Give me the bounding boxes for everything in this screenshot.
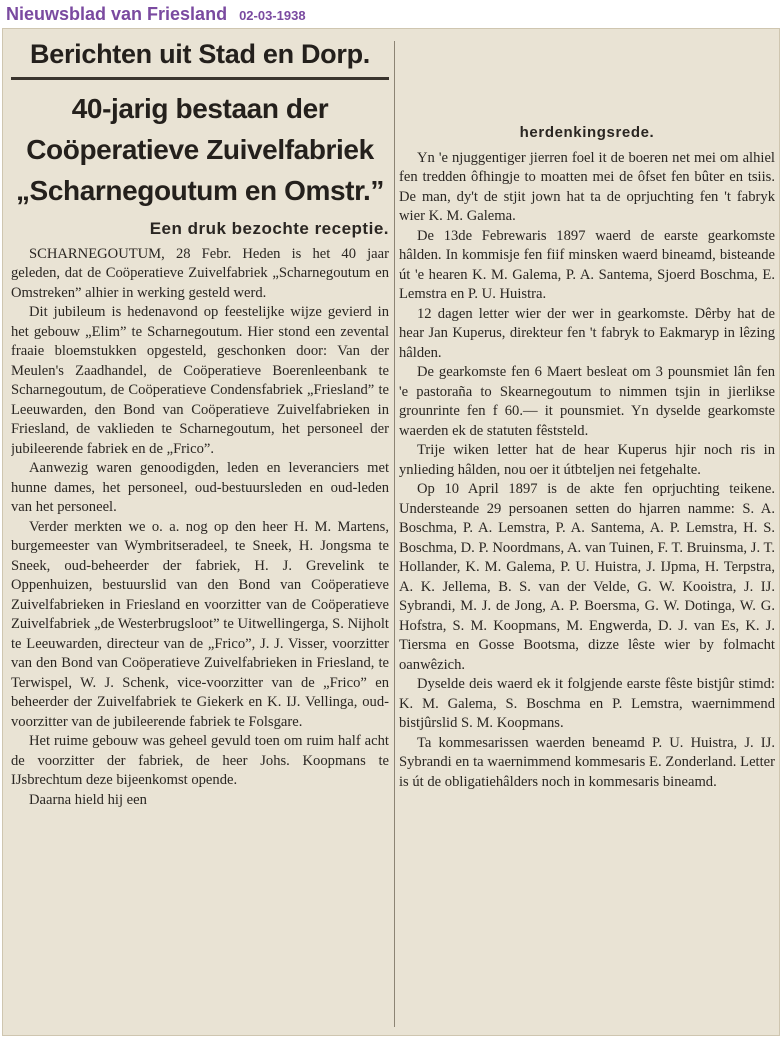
article-paragraph: Aanwezig waren genoodigden, leden en leveranciers met hunne dames, het personeel, oud-bestuursleden en oud-leden van het personeel. (11, 460, 389, 515)
article-right-column (399, 119, 775, 1029)
headline-line: „Scharnegoutum en Omstr.” (15, 175, 385, 206)
article-subheading: Een druk bezochte receptie. (149, 219, 389, 238)
newspaper-name: Nieuwsblad van Friesland (6, 4, 228, 24)
article-paragraph: Yn 'e njuggentiger jierren foel it de boeren net mei om alhiel fen tredden ôfhingje to moatten mei de ôfset fen bûter en tsiis. De man, dy't de stjit jown hat ta de oprjuchting fen 't fabryk wier K. M. Galema. (399, 149, 775, 224)
publication-date: 02-03-1938 (239, 8, 306, 23)
article-paragraph: De gearkomste fen 6 Maert besleat om 3 pounsmiet lân fen 'e pastoraña to Skearnegoutum to nimmen tsjin in jierlikse grounrinte fen f 60.— it pounsmiet. Yn dyselde gearkomste waerden ek de statuten fêststeld. (399, 364, 775, 439)
newspaper-clipping (2, 28, 780, 1036)
headline-line: 40-jarig bestaan der (71, 93, 329, 124)
speech-subtitle: herdenkingsrede. (519, 124, 655, 141)
article-paragraph: SCHARNEGOUTUM, 28 Febr. Heden is het 40 jaar geleden, dat de Coöperatieve Zuivelfabriek „Scharnegoutum en Omstreken” alhier in werking gesteld werd. (11, 245, 389, 301)
article-headline (11, 88, 389, 211)
article-paragraph: De 13de Febrewaris 1897 waerd de earste gearkomste hâlden. In kommisje fen fiif minsken waerd bineamd, bisteande út 'e hearen K. M. Galema, P. A. Santema, Sjoerd Boschma, E. Lemstra en P. U. Huistra. (399, 227, 775, 302)
article-paragraph: Op 10 April 1897 is de akte fen oprjuchting teikene. Understeande 29 persoanen setten do hjarren namme: S. A. Boschma, P. A. Lemstra, P. A. Santema, A. P. Lemstra, H. S. Boschma, D. P. Noordmans, A. van Tuinen, F. T. Bruinsma, J. T. Hollander, K. M. Galema, P. U. Huistra, J. IJpma, H. Terpstra, A. K. Jellema, B. S. van der Velde, G. W. Kooistra, J. IJ. Sybrandi, M. J. de Jong, A. P. Boersma, G. W. Dotinga, W. G. Hofstra, S. M. Koopmans, M. Engwerda, D. J. van Es, K. J. Tiersma en Gosse Bootsma, dizze lêste wier by folmacht oanwêzich. (399, 481, 775, 673)
article-paragraph: Verder merkten we o. a. nog op den heer H. M. Martens, burgemeester van Wymbritseradeel, te Sneek, H. Jongsma te Sneek, oud-beheerder der fabriek, H. J. Grevelink te Oppenhuizen, bestuurslid van den Bond van Coöperatieve Zuivelfabrieken in Friesland en voorzitter van de Coöperatieve Zuivelfabriek „de Westerbrugsloot” te Uitwellingerga, S. Nijholt te Leeuwarden, directeur van de „Frico”, J. J. Visser, voorzitter van den Bond van Coöperatieve Zuivelfabrieken in Friesland, te Terwispel, W. J. Schenk, vice-voorzitter van de „Frico” en beheerder der Zuivelfabriek te Giekerk en K. IJ. Vellinga, oud-voorzitter van de jubileerende fabriek te Folsgare. (11, 518, 389, 730)
article-left-column (11, 37, 389, 1029)
article-paragraph: Dyselde deis waerd ek it folgjende earste fêste bistjûr stimd: K. M. Galema, S. Boschma en P. Lemstra, waernimmend bistjûrslid S. M. Koopmans. (399, 676, 775, 731)
article-paragraph: Het ruime gebouw was geheel gevuld toen om ruim half acht de voorzitter der fabriek, de heer Johs. Koopmans te IJsbrechtum deze bijeenkomst opende. (11, 733, 389, 788)
column-rule (394, 41, 395, 1027)
headline-line: Coöperatieve Zuivelfabriek (26, 134, 374, 165)
article-paragraph: Daarna hield hij een (29, 791, 147, 808)
article-paragraph: Trije wiken letter hat de hear Kuperus hjir noch ris in ynlieding hâlden, nou oer it útbteljen nei fetgehalte. (399, 442, 775, 478)
masthead (6, 4, 306, 26)
article-paragraph: Ta kommesarissen waerden beneamd P. U. Huistra, J. IJ. Sybrandi en ta waernimmend kommesaris E. Zonderland. Letter is út de obligatiehâlders noch in kommesaris bineamd. (399, 734, 775, 790)
article-paragraph: 12 dagen letter wier der wer in gearkomste. Dêrby hat de hear Jan Kuperus, direkteur fen 't fabryk to Eakmaryp in lêzing hâlden. (399, 305, 775, 361)
section-heading: Berichten uit Stad en Dorp. (11, 37, 389, 80)
article-paragraph: Dit jubileum is hedenavond op feestelijke wijze gevierd in het gebouw „Elim” te Scharnegoutum. Hier stond een zevental fraaie bloemstukken opgesteld, geschonken door: Van der Meulen's Zaadhandel, de Coöperatieve Boerenleenbank te Scharnegoutum, de Coöperatieve Condensfabriek „Friesland” te Leeuwarden, den Bond van Coöperatieve Zuivelfabrieken in Friesland, de vaklieden te Scharnegoutum, het personeel der jubileerende fabriek en de „Frico”. (11, 304, 389, 457)
